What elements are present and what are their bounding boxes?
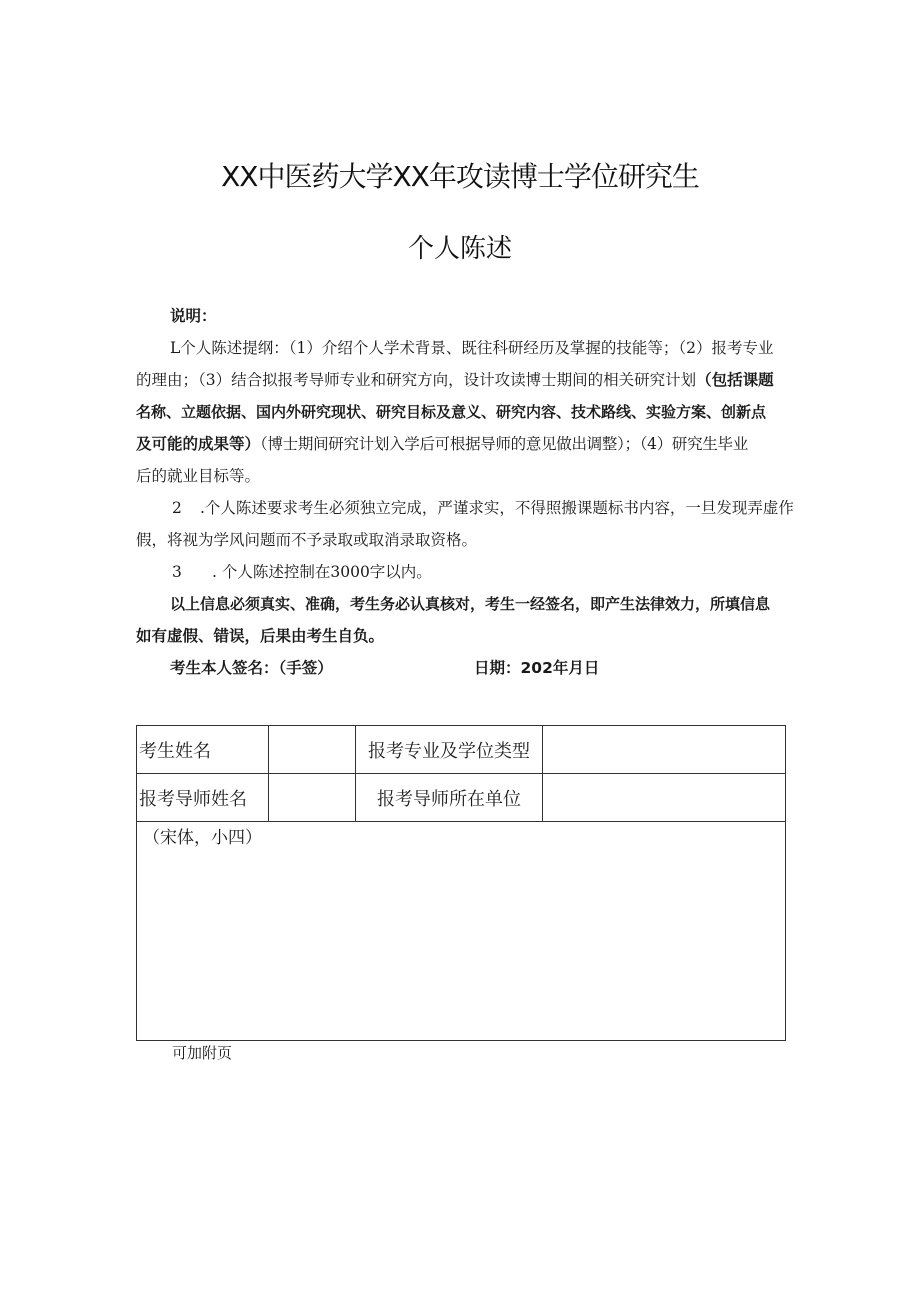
instruction-item2-line1: .个人陈述要求考生必须独立完成，严谨求实，不得照搬课题标书内容，一旦发现弄虚作 (200, 499, 794, 517)
notice-line2: 如有虚假、错误，后果由考生自负。 (136, 627, 385, 645)
applicant-info-table (136, 725, 786, 1041)
instruction-item1-line4-bold: 及可能的成果等） (136, 435, 261, 453)
instruction-item1-line4 (136, 428, 748, 460)
instruction-item2-line2: 假，将视为学风问题而不予录取或取消录取资格。 (136, 531, 478, 549)
document-subtitle: 个人陈述 (407, 234, 512, 264)
instruction-item1-line2-plain: 的理由；（3）结合拟报考导师专业和研究方向，设计攻读博士期间的相关研究计划 (136, 371, 697, 389)
signature-label: 考生本人签名：（手签） (170, 659, 333, 677)
candidate-name-label: 考生姓名 (137, 726, 269, 774)
supervisor-unit-field[interactable] (543, 774, 786, 822)
notice-line1: 以上信息必须真实、准确，考生务必认真核对，考生一经签名，即产生法律效力，所填信息 (170, 595, 771, 613)
candidate-name-field[interactable] (269, 726, 356, 774)
instruction-item1-line3: 名称、立题依据、国内外研究现状、研究目标及意义、研究内容、技术路线、实验方案、创新点 (136, 403, 767, 421)
supervisor-name-label: 报考导师姓名 (137, 774, 269, 822)
instruction-item1-line1: L个人陈述提纲：（1）介绍个人学术背景、既往科研经历及掌握的技能等；（2）报考专业 (170, 339, 774, 357)
major-degree-field[interactable] (543, 726, 786, 774)
major-degree-label: 报考专业及学位类型 (356, 726, 543, 774)
instruction-item2-number: 2 (172, 499, 182, 517)
table-row (137, 822, 786, 1041)
table-row (137, 774, 786, 822)
statement-content-area[interactable] (137, 822, 786, 1041)
supervisor-unit-label: 报考导师所在单位 (356, 774, 543, 822)
content-format-hint: （宋体，小四） (143, 828, 262, 848)
instruction-item1-line5: 后的就业目标等。 (136, 467, 261, 485)
footer-note: 可加附页 (172, 1044, 233, 1062)
supervisor-name-field[interactable] (269, 774, 356, 822)
instruction-item1-line4-plain: （博士期间研究计划入学后可根据导师的意见做出调整）；（4）研究生毕业 (260, 435, 748, 453)
date-label: 日期：202年月日 (474, 659, 600, 677)
instruction-item1-line2-bold: （包括课题 (696, 371, 774, 389)
table-row (137, 726, 786, 774)
document-title: XX中医药大学XX年攻读博士学位研究生 (221, 160, 699, 193)
instruction-item3-number: 3 (172, 563, 182, 581)
instruction-item1-line2 (136, 364, 774, 396)
instructions-heading: 说明： (170, 307, 217, 325)
instruction-item3-text: . 个人陈述控制在3000字以内。 (212, 563, 432, 581)
